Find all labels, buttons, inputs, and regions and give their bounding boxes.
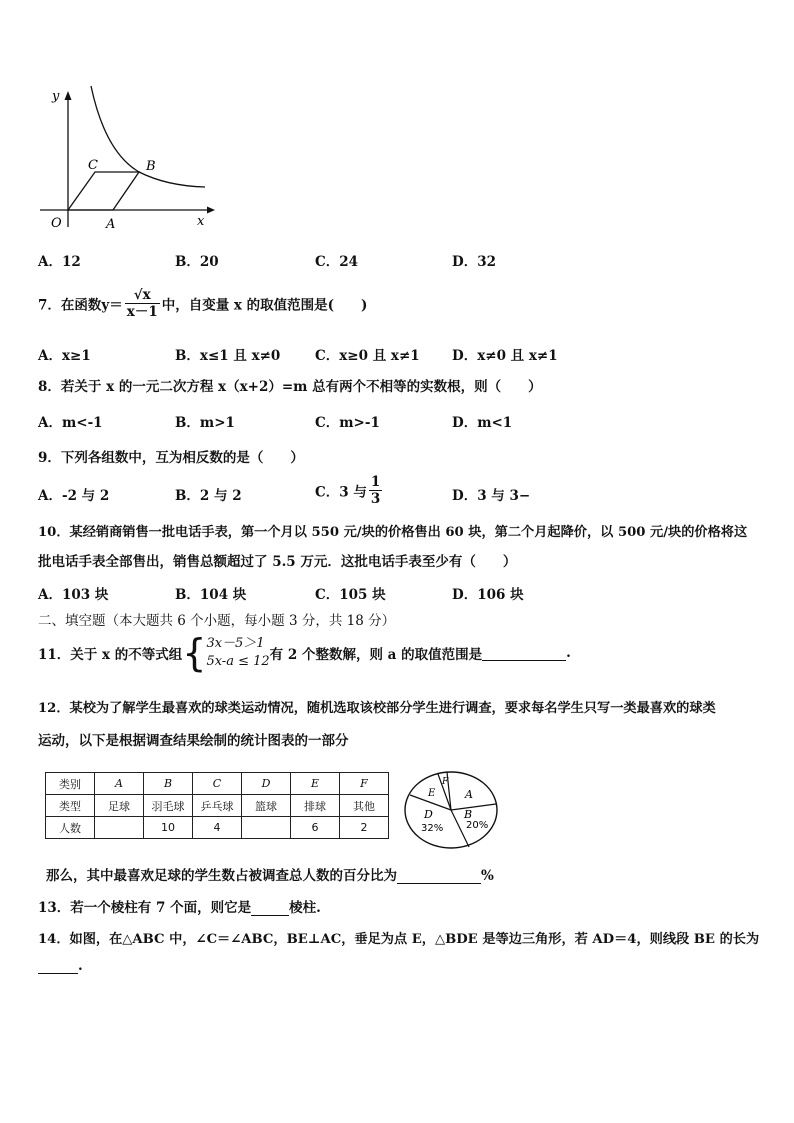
q12-question	[46, 864, 494, 884]
q12-question-text: 那么，其中最喜欢足球的学生数占被调查总人数的百分比为	[46, 868, 397, 884]
axis-y-label: y	[52, 89, 60, 104]
table-cell: 10	[144, 817, 193, 839]
table-cell: F	[340, 773, 389, 795]
q9-option-c: C．3 与	[315, 484, 367, 501]
table-cell: 篮球	[242, 795, 291, 817]
q8-option-d: D．m<1	[452, 415, 513, 431]
table-cell: C	[193, 773, 242, 795]
q8-stem: 8．若关于 x 的一元二次方程 x（x+2）=m 总有两个不相等的实数根，则（ ）	[38, 379, 542, 395]
table-cell: 足球	[95, 795, 144, 817]
q12-unit: %	[481, 868, 494, 884]
table-cell: D	[242, 773, 291, 795]
q8-option-b: B．m>1	[175, 415, 235, 431]
q10-option-c: C．105 块	[315, 587, 386, 603]
q9-option-c-den: 3	[370, 491, 381, 507]
q7-option-c: C．x≥0 且 x≠1	[315, 348, 420, 364]
q11-suffix: 有 2 个整数解，则 a 的取值范围是	[269, 647, 483, 663]
table-cell: B	[144, 773, 193, 795]
pie-label-f: F	[442, 777, 449, 787]
table-cell: 羽毛球	[144, 795, 193, 817]
table-cell: A	[95, 773, 144, 795]
q11-end: .	[566, 645, 571, 661]
x-axis-arrow	[207, 207, 215, 214]
q14-end: .	[78, 958, 83, 974]
table-cell: 4	[193, 817, 242, 839]
table-cell: 6	[291, 817, 340, 839]
q9-option-c-num: 1	[370, 474, 381, 490]
pie-pct-b: 20%	[466, 820, 489, 831]
q8-option-a: A．m<-1	[38, 415, 103, 431]
q14-line2	[38, 958, 83, 974]
q10-line2: 批电话手表全部售出，销售总额超过了 5.5 万元．这批电话手表至少有（ ）	[38, 554, 517, 570]
table-cell: 类别	[46, 773, 95, 795]
q9-option-a: A．-2 与 2	[38, 488, 110, 504]
table-cell: 2	[340, 817, 389, 839]
q7-option-a: A．x≥1	[38, 348, 91, 364]
q14-answer-blank[interactable]	[38, 959, 78, 974]
q6-option-b: B．20	[175, 254, 219, 270]
q7-prefix: 7．在函数	[38, 297, 102, 314]
q10-option-d: D．106 块	[452, 587, 524, 603]
pie-label-e: E	[428, 788, 436, 799]
point-a-label: A	[106, 217, 116, 232]
q11-system	[206, 635, 269, 671]
q12-answer-blank[interactable]	[397, 869, 481, 884]
q9-option-b: B．2 与 2	[175, 488, 242, 504]
q10-option-b: B．104 块	[175, 587, 247, 603]
q7-denominator: x－1	[126, 304, 158, 320]
q7-y-eq: y＝	[101, 297, 123, 314]
q9-stem: 9．下列各组数中，互为相反数的是（ ）	[38, 450, 304, 466]
q14-line1: 14．如图，在△ABC 中，∠C＝∠ABC，BE⊥AC，垂足为点 E，△BDE 是等边三角形，若 AD＝4，则线段 BE 的长为	[38, 932, 760, 947]
q9-option-c-wrap	[315, 474, 384, 507]
y-axis-arrow	[65, 91, 72, 100]
q6-option-a: A．12	[38, 254, 81, 270]
q11-answer-blank[interactable]	[482, 646, 566, 661]
q11-prefix: 11．关于 x 的不等式组	[38, 647, 183, 663]
table-row	[46, 795, 389, 817]
q7-option-d: D．x≠0 且 x≠1	[452, 348, 558, 364]
table-row	[46, 817, 389, 839]
q13-prefix: 13．若一个棱柱有 7 个面，则它是	[38, 900, 252, 916]
table-cell: 人数	[46, 817, 95, 839]
pie-pct-d: 32%	[421, 823, 444, 834]
q7-suffix: 中，自变量 x 的取值范围是( )	[161, 297, 368, 314]
q7-fraction	[125, 287, 160, 320]
q6-option-c: C．24	[315, 254, 359, 270]
q7-option-b: B．x≤1 且 x≠0	[175, 348, 281, 364]
table-cell: 乒乓球	[193, 795, 242, 817]
table-cell	[95, 817, 144, 839]
table-cell: 排球	[291, 795, 340, 817]
q12-line2: 运动，以下是根据调查结果绘制的统计图表的一部分	[38, 733, 349, 749]
q6-option-d: D．32	[452, 254, 496, 270]
q7-numerator: √x	[125, 287, 160, 304]
axis-x-label: x	[197, 214, 205, 229]
q7-stem	[38, 287, 367, 320]
pie-label-a: A	[465, 788, 473, 801]
table-cell	[242, 817, 291, 839]
q11-brace: {	[182, 631, 207, 675]
origin-label: O	[51, 216, 62, 231]
table-cell: 类型	[46, 795, 95, 817]
table-cell: 其他	[340, 795, 389, 817]
q10-line1: 10．某经销商销售一批电话手表，第一个月以 550 元/块的价格售出 60 块，第二个月起降价，以 500 元/块的价格将这	[38, 525, 748, 540]
q13-answer-blank[interactable]	[251, 901, 289, 916]
parallelogram-oabc	[68, 172, 139, 210]
point-c-label: C	[88, 158, 98, 173]
q8-option-c: C．m>-1	[315, 415, 380, 431]
q10-option-a: A．103 块	[38, 587, 109, 603]
table-row	[46, 773, 389, 795]
q11-ineq2: 5x-a ≤ 12	[206, 654, 270, 669]
q13-stem	[38, 896, 321, 916]
q9-option-d: D．3 与 3−	[452, 488, 531, 504]
pie-label-d: D	[424, 808, 433, 821]
pie-label-b: B	[464, 808, 473, 821]
pie-divider	[451, 804, 496, 810]
q11-ineq1: 3x－5＞1	[206, 636, 265, 651]
table-cell: E	[291, 773, 340, 795]
function-graph	[35, 82, 225, 232]
q12-line1: 12．某校为了解学生最喜欢的球类运动情况，随机选取该校部分学生进行调查，要求每名学生只写一类最喜欢的球类	[38, 701, 716, 716]
q12-stat-table	[45, 772, 389, 839]
q9-option-c-fraction	[369, 474, 382, 507]
point-b-label: B	[146, 159, 156, 174]
q12-pie-chart	[398, 768, 508, 852]
section2-title: 二、填空题（本大题共 6 个小题，每小题 3 分，共 18 分）	[38, 613, 396, 629]
q11-stem	[38, 631, 571, 675]
q13-suffix: 棱柱.	[289, 900, 321, 916]
